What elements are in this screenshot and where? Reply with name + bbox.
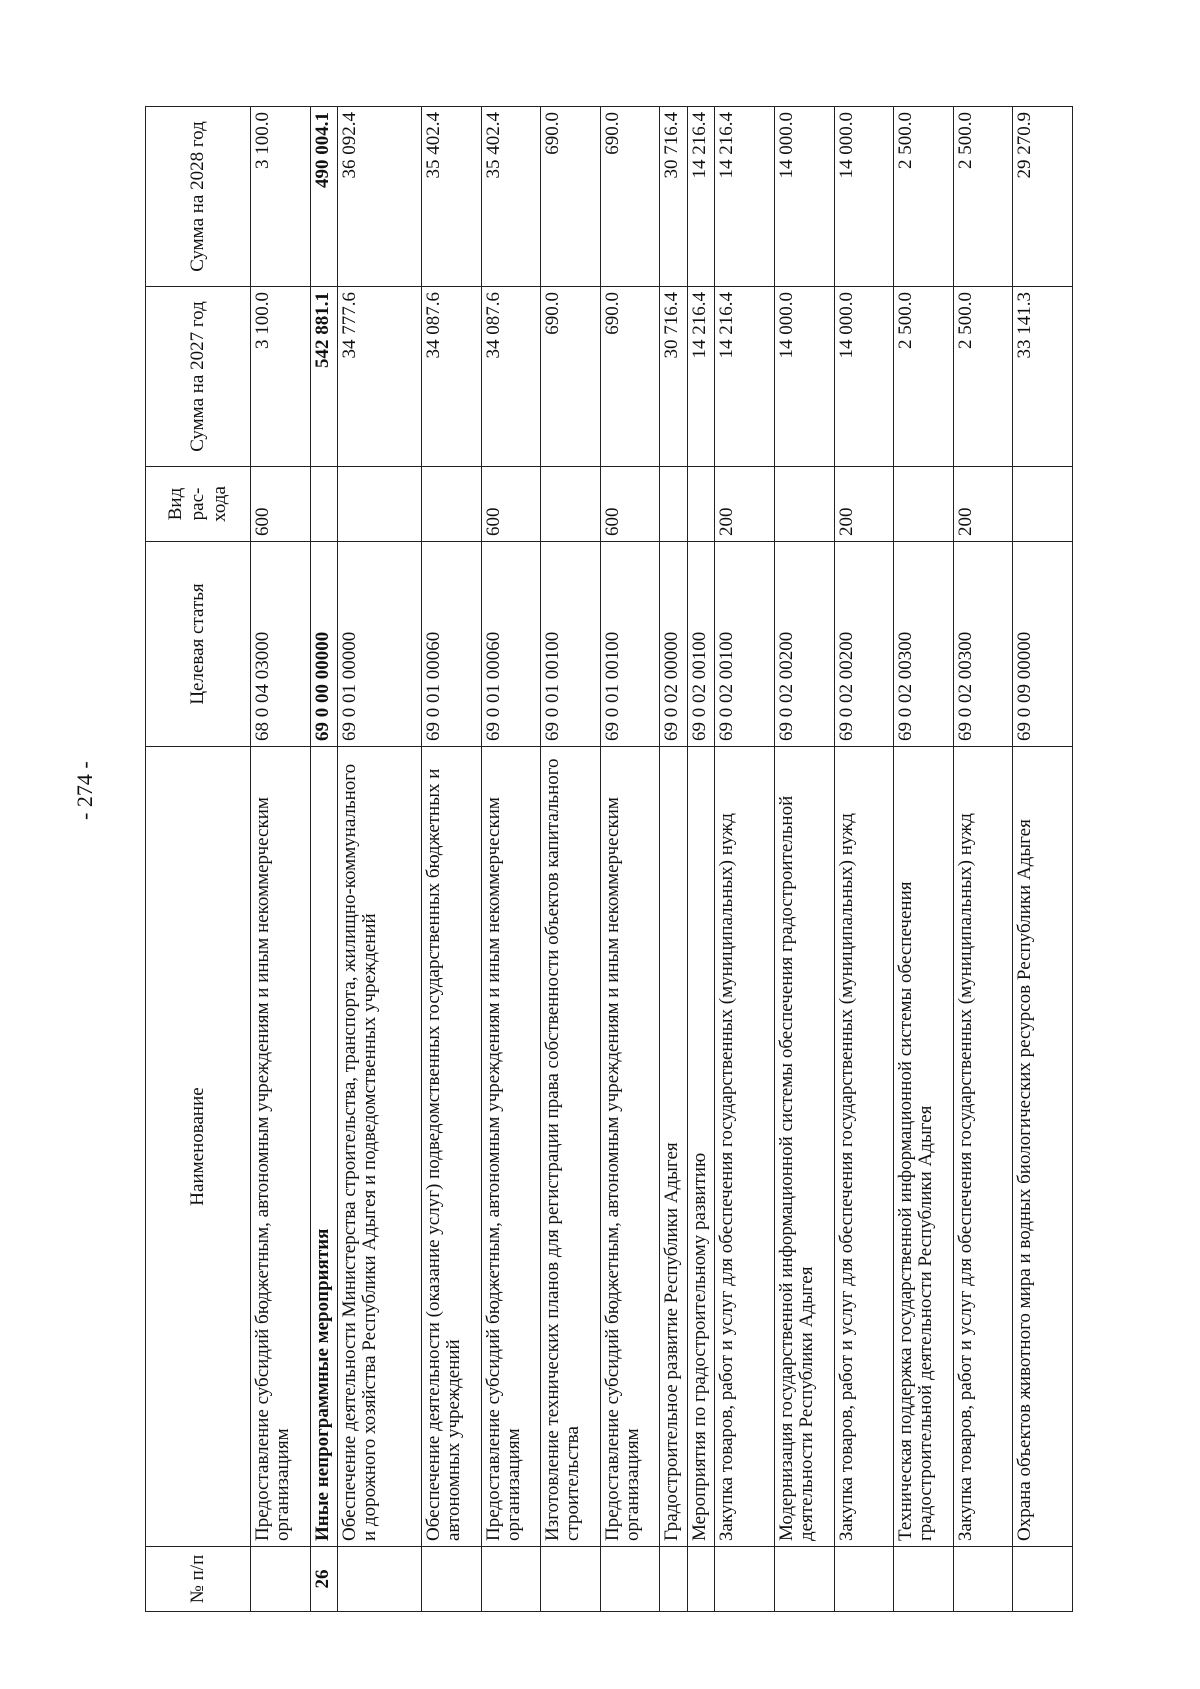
row-name: Обеспечение деятельности Министерства строительства, транспорта, жилищно-коммунального и дорожного хозяйства Республики Адыгея и подведомственных учреждений [338, 747, 422, 1547]
table-row [687, 107, 715, 1612]
row-number: 26 [310, 1547, 338, 1612]
row-name: Предоставление субсидий бюджетным, автономным учреждениям и иным некоммерческим организациям [251, 747, 311, 1547]
row-name: Модернизация государственной информационной системы обеспечения градостроительной деятельности Республики Адыгея [774, 747, 834, 1547]
row-number [715, 1547, 775, 1612]
row-expense-type [1013, 467, 1073, 542]
row-name: Мероприятия по градостроительному развитию [687, 747, 715, 1547]
row-sum-2027: 14 000.0 [774, 287, 834, 467]
row-target-code: 69 0 02 00200 [834, 542, 894, 747]
budget-table-container [145, 107, 1073, 1612]
row-target-code: 69 0 01 00060 [481, 542, 541, 747]
table-row [834, 107, 894, 1612]
budget-table [145, 106, 1073, 1612]
row-sum-2028: 36 092.4 [338, 107, 422, 287]
row-sum-2027: 33 141.3 [1013, 287, 1073, 467]
row-name: Предоставление субсидий бюджетным, автономным учреждениям и иным некоммерческим организациям [481, 747, 541, 1547]
row-sum-2028: 14 000.0 [774, 107, 834, 287]
header-kind: Вид рас- хода [146, 467, 251, 542]
row-sum-2027: 3 100.0 [251, 287, 311, 467]
row-expense-type [338, 467, 422, 542]
row-sum-2028: 35 402.4 [421, 107, 481, 287]
row-expense-type [687, 467, 715, 542]
row-target-code: 69 0 02 00200 [774, 542, 834, 747]
row-sum-2028: 30 716.4 [660, 107, 688, 287]
row-number [541, 1547, 601, 1612]
header-no: № п/п [146, 1547, 251, 1612]
row-expense-type [774, 467, 834, 542]
row-sum-2028: 3 100.0 [251, 107, 311, 287]
table-row [894, 107, 954, 1612]
row-name: Градостроительное развитие Республики Адыгея [660, 747, 688, 1547]
table-row [251, 107, 311, 1612]
row-sum-2027: 14 216.4 [715, 287, 775, 467]
table-row [953, 107, 1013, 1612]
row-target-code: 69 0 02 00100 [715, 542, 775, 747]
row-number [834, 1547, 894, 1612]
row-number [600, 1547, 660, 1612]
table-row [1013, 107, 1073, 1612]
row-sum-2028: 35 402.4 [481, 107, 541, 287]
table-row [715, 107, 775, 1612]
row-target-code: 69 0 00 00000 [310, 542, 338, 747]
row-number [687, 1547, 715, 1612]
table-body [251, 107, 1073, 1612]
row-sum-2028: 690.0 [600, 107, 660, 287]
table-row [310, 107, 338, 1612]
row-expense-type: 600 [481, 467, 541, 542]
row-sum-2027: 690.0 [600, 287, 660, 467]
row-expense-type: 600 [251, 467, 311, 542]
row-target-code: 69 0 09 00000 [1013, 542, 1073, 747]
row-expense-type [894, 467, 954, 542]
table-header-row [146, 107, 251, 1612]
row-number [894, 1547, 954, 1612]
row-expense-type [310, 467, 338, 542]
row-expense-type [421, 467, 481, 542]
table-row [338, 107, 422, 1612]
table-row [774, 107, 834, 1612]
row-sum-2027: 30 716.4 [660, 287, 688, 467]
row-target-code: 69 0 01 00100 [600, 542, 660, 747]
row-name: Техническая поддержка государственной информационной системы обеспечения градостроительной деятельности Республики Адыгея [894, 747, 954, 1547]
row-sum-2028: 490 004.1 [310, 107, 338, 287]
table-row [541, 107, 601, 1612]
row-sum-2027: 542 881.1 [310, 287, 338, 467]
row-number [660, 1547, 688, 1612]
row-name: Охрана объектов животного мира и водных биологических ресурсов Республики Адыгея [1013, 747, 1073, 1547]
header-name: Наименование [146, 747, 251, 1547]
row-sum-2027: 2 500.0 [953, 287, 1013, 467]
row-sum-2027: 34 777.6 [338, 287, 422, 467]
table-row [660, 107, 688, 1612]
row-number [774, 1547, 834, 1612]
row-target-code: 69 0 02 00000 [660, 542, 688, 747]
row-expense-type: 600 [600, 467, 660, 542]
row-name: Иные непрограммные мероприятия [310, 747, 338, 1547]
row-target-code: 69 0 02 00100 [687, 542, 715, 747]
row-sum-2027: 34 087.6 [481, 287, 541, 467]
row-target-code: 69 0 01 00000 [338, 542, 422, 747]
row-sum-2028: 2 500.0 [953, 107, 1013, 287]
row-name: Изготовление технических планов для регистрации права собственности объектов капитального строительства [541, 747, 601, 1547]
row-expense-type [541, 467, 601, 542]
row-number [421, 1547, 481, 1612]
row-name: Обеспечение деятельности (оказание услуг) подведомственных государственных бюджетных и автономных учреждений [421, 747, 481, 1547]
table-row [481, 107, 541, 1612]
header-sum-2028: Сумма на 2028 год [146, 107, 251, 287]
row-number [338, 1547, 422, 1612]
row-name: Закупка товаров, работ и услуг для обеспечения государственных (муниципальных) нужд [715, 747, 775, 1547]
row-sum-2028: 14 216.4 [687, 107, 715, 287]
row-target-code: 69 0 02 00300 [894, 542, 954, 747]
row-sum-2028: 14 000.0 [834, 107, 894, 287]
row-sum-2027: 690.0 [541, 287, 601, 467]
row-name: Закупка товаров, работ и услуг для обеспечения государственных (муниципальных) нужд [834, 747, 894, 1547]
row-target-code: 68 0 04 03000 [251, 542, 311, 747]
row-number [481, 1547, 541, 1612]
table-row [600, 107, 660, 1612]
row-number [953, 1547, 1013, 1612]
row-sum-2028: 14 216.4 [715, 107, 775, 287]
row-sum-2027: 2 500.0 [894, 287, 954, 467]
row-sum-2027: 14 000.0 [834, 287, 894, 467]
row-sum-2027: 34 087.6 [421, 287, 481, 467]
page-number: - 274 - [72, 761, 97, 820]
header-sum-2027: Сумма на 2027 год [146, 287, 251, 467]
row-sum-2027: 14 216.4 [687, 287, 715, 467]
row-target-code: 69 0 01 00060 [421, 542, 481, 747]
row-sum-2028: 690.0 [541, 107, 601, 287]
row-number [1013, 1547, 1073, 1612]
header-code: Целевая статья [146, 542, 251, 747]
row-expense-type: 200 [953, 467, 1013, 542]
row-name: Предоставление субсидий бюджетным, автономным учреждениям и иным некоммерческим организациям [600, 747, 660, 1547]
row-target-code: 69 0 01 00100 [541, 542, 601, 747]
table-row [421, 107, 481, 1612]
row-number [251, 1547, 311, 1612]
row-sum-2028: 2 500.0 [894, 107, 954, 287]
row-expense-type: 200 [715, 467, 775, 542]
row-sum-2028: 29 270.9 [1013, 107, 1073, 287]
row-name: Закупка товаров, работ и услуг для обеспечения государственных (муниципальных) нужд [953, 747, 1013, 1547]
row-expense-type: 200 [834, 467, 894, 542]
row-expense-type [660, 467, 688, 542]
row-target-code: 69 0 02 00300 [953, 542, 1013, 747]
